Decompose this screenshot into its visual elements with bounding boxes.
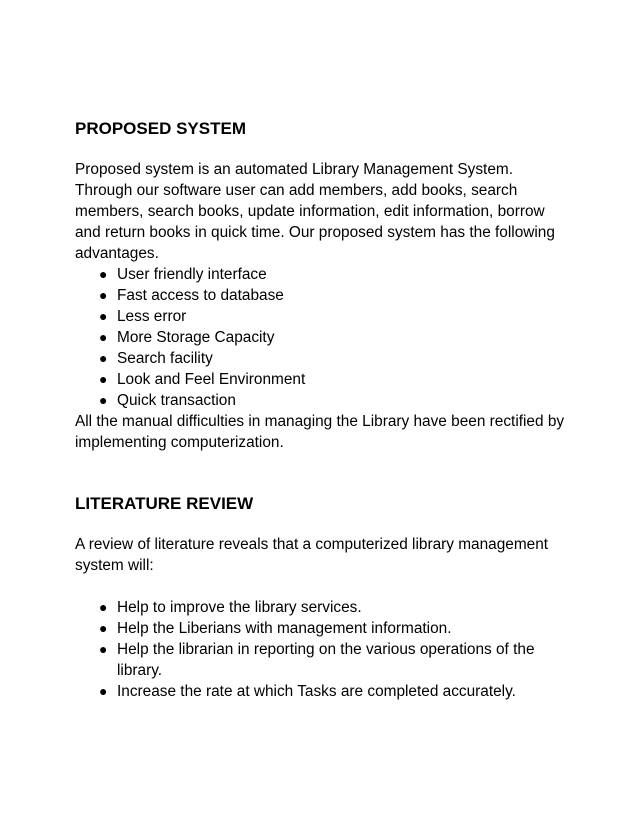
bullet-icon: ● bbox=[99, 683, 108, 699]
list-item: ● Increase the rate at which Tasks are completed accurately. bbox=[99, 683, 516, 700]
bullet-icon: ● bbox=[99, 329, 108, 345]
list-item: ● Look and Feel Environment bbox=[99, 371, 306, 388]
bullet-icon: ● bbox=[99, 392, 108, 408]
document-page bbox=[75, 117, 570, 702]
proposed-system-intro: Proposed system is an automated Library Management System. Through our software user can add members, add books, search members, search books, update information, edit information, borrow and return books in quick time. Our proposed system has the following advantages. bbox=[75, 161, 555, 262]
list-item: ● Help the librarian in reporting on the various operations of the library. bbox=[99, 641, 535, 679]
proposed-system-heading: PROPOSED SYSTEM bbox=[75, 119, 246, 138]
list-item: ● Less error bbox=[99, 308, 187, 325]
list-item: ● Quick transaction bbox=[99, 392, 236, 409]
list-item: ● More Storage Capacity bbox=[99, 329, 275, 346]
list-item: ● User friendly interface bbox=[99, 266, 267, 283]
bullet-icon: ● bbox=[99, 287, 108, 303]
literature-points-list bbox=[75, 597, 570, 702]
list-item: ● Help the Liberians with management information. bbox=[99, 620, 452, 637]
bullet-icon: ● bbox=[99, 308, 108, 324]
list-item: ● Fast access to database bbox=[99, 287, 284, 304]
proposed-system-conclusion: All the manual difficulties in managing the Library have been rectified by implementing computerization. bbox=[75, 413, 565, 451]
list-item: ● Search facility bbox=[99, 350, 213, 367]
literature-review-intro: A review of literature reveals that a computerized library management system will: bbox=[75, 536, 549, 574]
bullet-icon: ● bbox=[99, 641, 108, 657]
bullet-icon: ● bbox=[99, 620, 108, 636]
literature-review-heading: LITERATURE REVIEW bbox=[75, 494, 254, 513]
list-item: ● Help to improve the library services. bbox=[99, 599, 362, 616]
bullet-icon: ● bbox=[99, 350, 108, 366]
bullet-icon: ● bbox=[99, 266, 108, 282]
bullet-icon: ● bbox=[99, 371, 108, 387]
bullet-icon: ● bbox=[99, 599, 108, 615]
advantages-list bbox=[75, 264, 570, 411]
